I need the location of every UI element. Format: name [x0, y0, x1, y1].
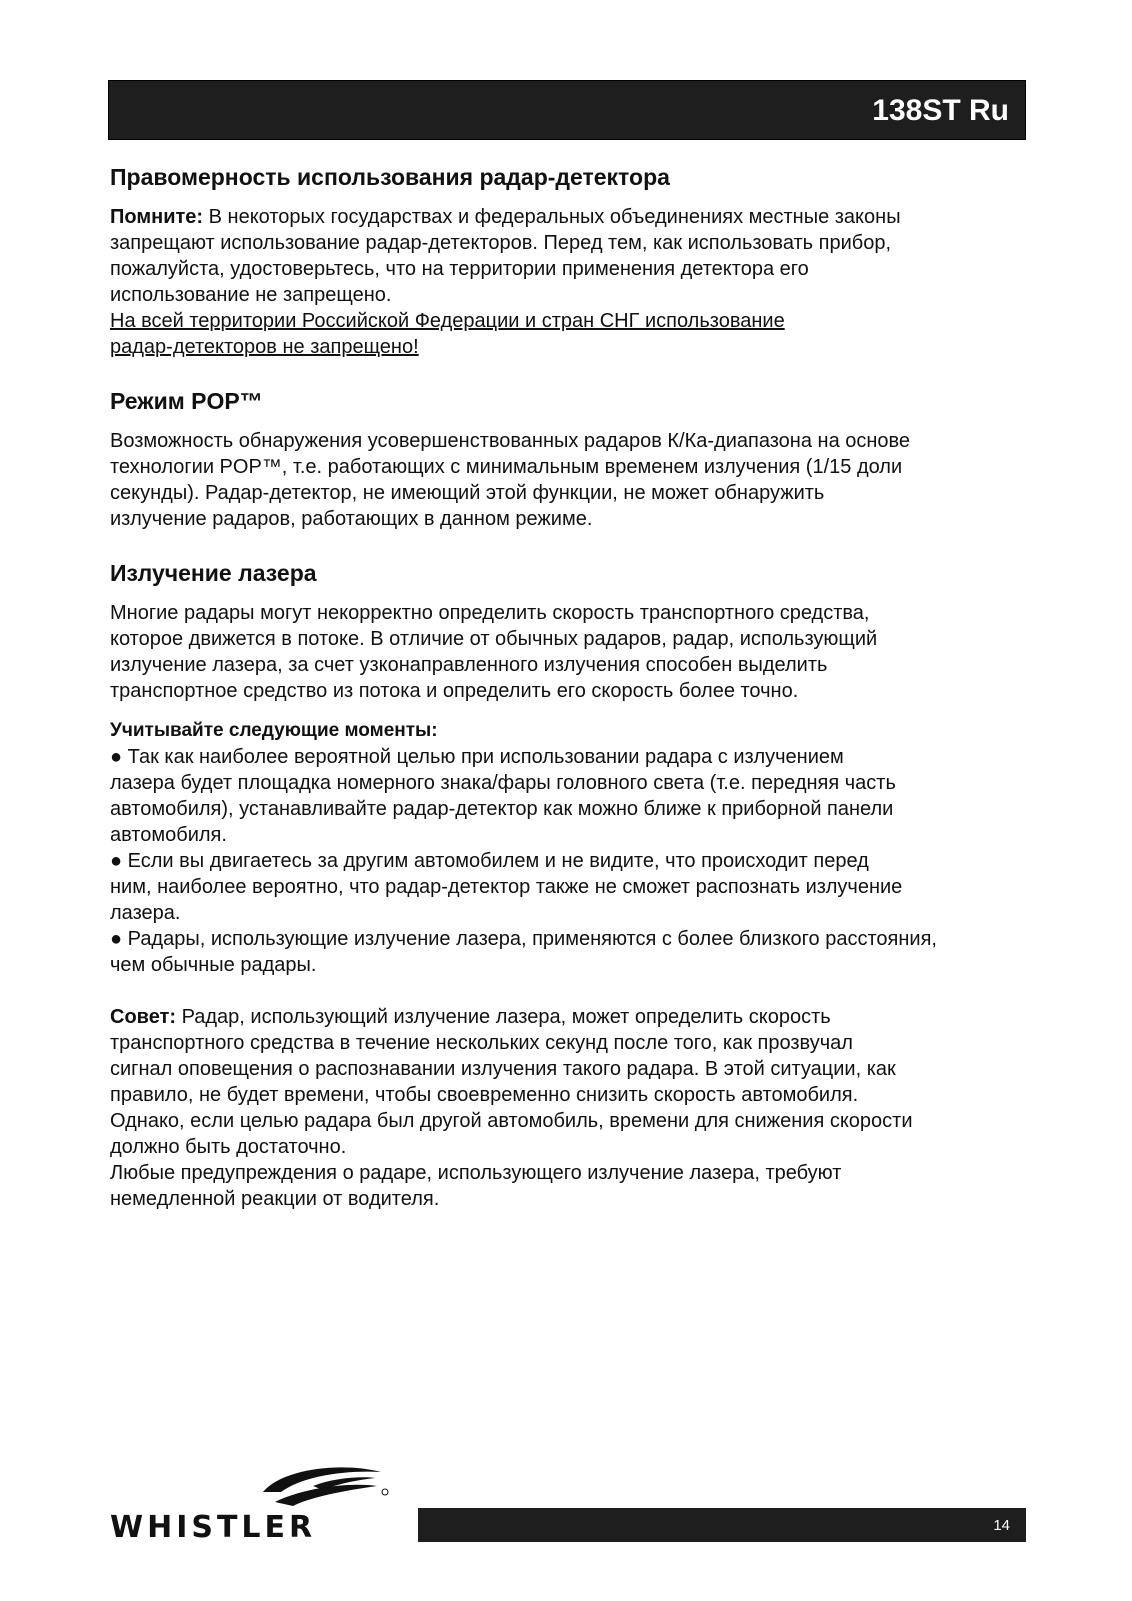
legality-line: пожалуйста, удостоверьтесь, что на территории применения детектора его	[110, 258, 809, 280]
section-title-legality: Правомерность использования радар-детектора	[110, 164, 670, 190]
brand-wordmark: WHISTLER	[110, 1510, 317, 1545]
tip-line: немедленной реакции от водителя.	[110, 1188, 440, 1210]
legality-underlined-line: радар-детекторов не запрещено!	[110, 336, 419, 358]
bullet-line: лазера будет площадка номерного знака/фары головного света (т.е. передняя часть	[110, 772, 896, 794]
bullet-line: автомобиля.	[110, 824, 227, 846]
pop-line: технологии POP™, т.е. работающих с минимальным временем излучения (1/15 доли	[110, 456, 903, 478]
legality-line: запрещают использование радар-детекторов. Перед тем, как использовать прибор,	[110, 232, 892, 254]
whistler-swoosh-icon	[253, 1462, 393, 1508]
whistler-logo	[108, 1462, 388, 1550]
tip-line: правило, не будет времени, чтобы своевременно снизить скорость автомобиля.	[110, 1084, 859, 1106]
tip-line: Любые предупреждения о радаре, использующего излучение лазера, требуют	[110, 1162, 842, 1184]
laser-line: транспортное средство из потока и определить его скорость более точно.	[110, 680, 799, 702]
laser-line: Многие радары могут некорректно определить скорость транспортного средства,	[110, 602, 870, 624]
tip-line: сигнал оповещения о распознавании излучения такого радара. В этой ситуации, как	[110, 1058, 896, 1080]
pop-line: секунды). Радар-детектор, не имеющий этой функции, не может обнаружить	[110, 482, 825, 504]
page-number: 14	[993, 1517, 1010, 1534]
section-title-laser: Излучение лазера	[110, 560, 317, 586]
bullet-line: ● Если вы двигаетесь за другим автомобилем и не видите, что происходит перед	[110, 850, 869, 872]
bullet-line: автомобиля), устанавливайте радар-детектор как можно ближе к приборной панели	[110, 798, 894, 820]
legality-line: использование не запрещено.	[110, 284, 392, 306]
tip-label: Совет:	[110, 1006, 177, 1028]
header-bar	[108, 80, 1026, 140]
bullet-line: ● Радары, использующие излучение лазера, применяются с более близкого расстояния,	[110, 928, 937, 950]
bullet-line: ● Так как наиболее вероятной целью при использовании радара с излучением	[110, 746, 844, 768]
laser-line: которое движется в потоке. В отличие от обычных радаров, радар, использующий	[110, 628, 878, 650]
tip-line: должно быть достаточно.	[110, 1136, 347, 1158]
legality-paragraph	[110, 204, 1030, 230]
tip-line: Однако, если целью радара был другой автомобиль, времени для снижения скорости	[110, 1110, 913, 1132]
legality-line: В некоторых государствах и федеральных объединениях местные законы	[203, 206, 901, 228]
tip-line: Радар, использующий излучение лазера, может определить скорость	[176, 1006, 831, 1028]
legality-underlined-line: На всей территории Российской Федерации и стран СНГ использование	[110, 310, 785, 332]
tip-line: транспортного средства в течение нескольких секунд после того, как прозвучал	[110, 1032, 853, 1054]
tip-paragraph	[110, 1004, 1030, 1030]
note-label: Помните:	[110, 206, 204, 228]
section-title-pop: Режим POP™	[110, 388, 263, 414]
page-header-title: 138ST Ru	[872, 94, 1009, 127]
bullet-line: ним, наиболее вероятно, что радар-детектор также не сможет распознать излучение	[110, 876, 903, 898]
footer-bar	[418, 1508, 1026, 1542]
laser-subtitle: Учитывайте следующие моменты:	[110, 720, 438, 741]
pop-line: Возможность обнаружения усовершенствованных радаров К/Ка-диапазона на основе	[110, 430, 911, 452]
laser-line: излучение лазера, за счет узконаправленного излучения способен выделить	[110, 654, 828, 676]
bullet-line: лазера.	[110, 902, 181, 924]
bullet-line: чем обычные радары.	[110, 954, 317, 976]
pop-line: излучение радаров, работающих в данном режиме.	[110, 508, 593, 530]
page-content	[110, 162, 1030, 1212]
